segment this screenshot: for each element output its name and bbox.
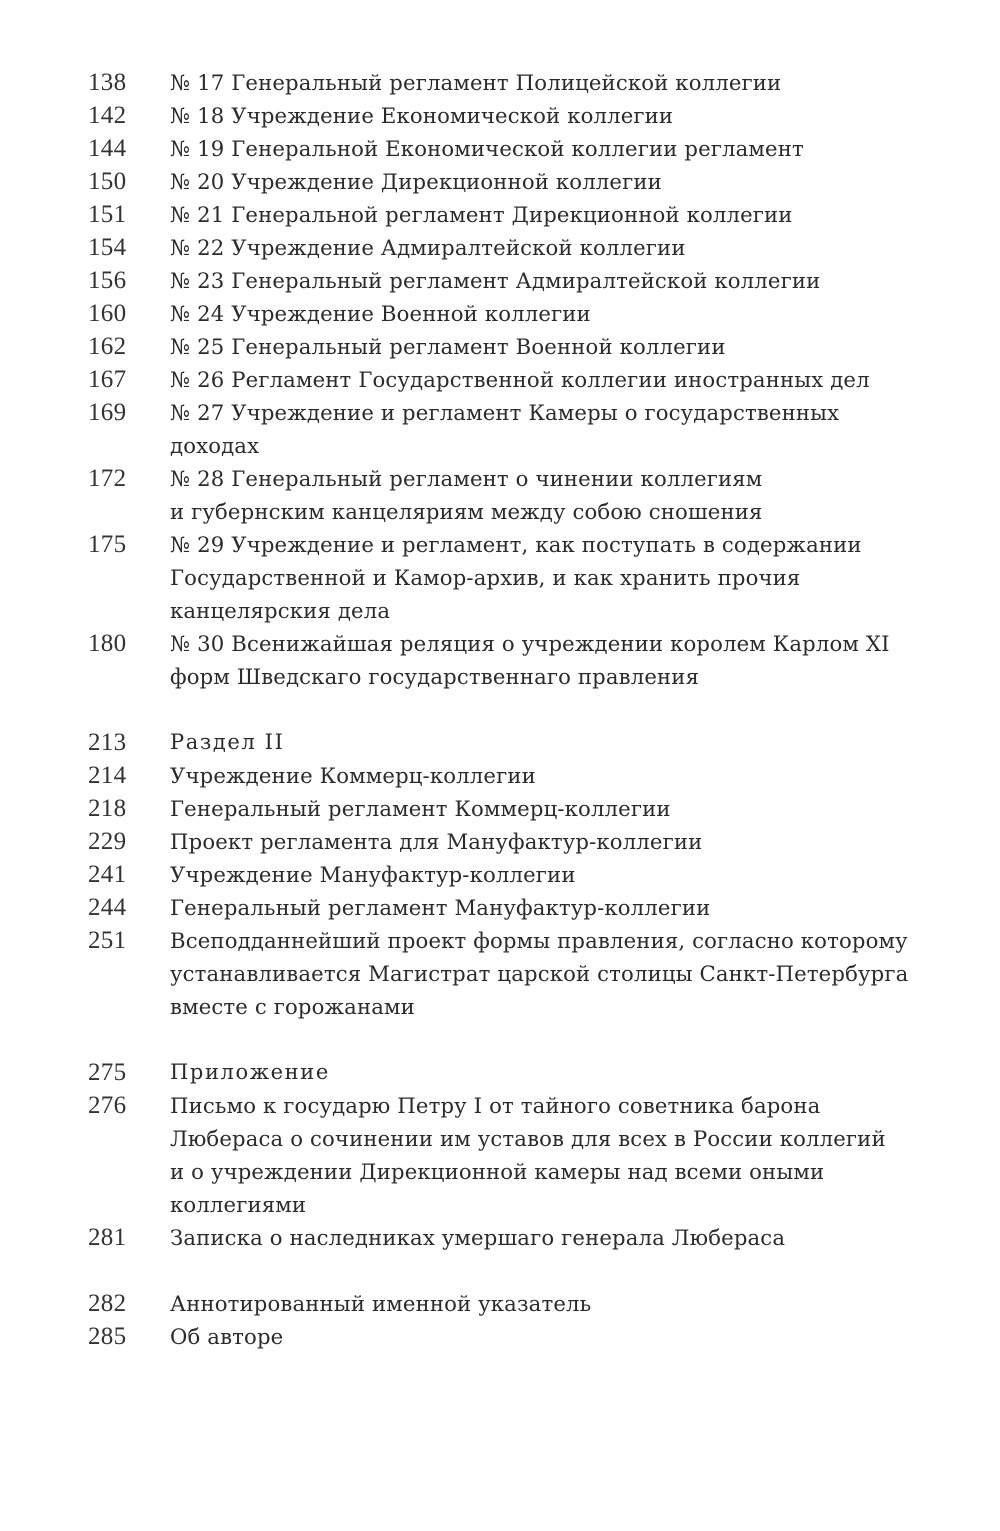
section-title: Приложение [170,1060,330,1084]
toc-entry[interactable] [0,858,1000,891]
page-number: 180 [88,630,127,657]
toc-entry[interactable] [0,66,1000,99]
entry-title: № 26 Регламент Государственной коллегии иностранных дел [170,367,870,392]
page-number: 251 [88,927,127,954]
entry-title: № 19 Генеральной Економической коллегии регламент [170,136,804,161]
toc-entry[interactable] [0,165,1000,198]
toc-entry[interactable] [0,825,1000,858]
page-number: 229 [88,828,127,855]
entry-title: № 22 Учреждение Адмиралтейской коллегии [170,235,686,260]
entry-title: № 17 Генеральный регламент Полицейской коллегии [170,70,782,95]
page-number: 142 [88,102,127,129]
toc-entry[interactable] [0,396,1000,462]
page-number: 281 [88,1224,127,1251]
entry-title: Учреждение Мануфактур-коллегии [170,862,576,887]
toc-entry[interactable] [0,1287,1000,1320]
page-number: 160 [88,300,127,327]
page-number: 156 [88,267,127,294]
section-heading[interactable] [0,1056,1000,1089]
entry-title: № 21 Генеральной регламент Дирекционной коллегии [170,202,793,227]
entry-title: № 30 Всенижайшая реляция о учреждении королем Карлом XI форм Шведскаго государственнаго правления [170,631,890,689]
entry-title: № 20 Учреждение Дирекционной коллегии [170,169,662,194]
entry-title: № 28 Генеральный регламент о чинении коллегиям и губернским канцеляриям между собою сношения [170,466,763,524]
toc-entry[interactable] [0,363,1000,396]
page-number: 276 [88,1092,127,1119]
entry-title: № 25 Генеральный регламент Военной коллегии [170,334,726,359]
toc-entry[interactable] [0,264,1000,297]
page-number: 282 [88,1290,127,1317]
toc-entry[interactable] [0,759,1000,792]
toc-entry[interactable] [0,627,1000,693]
table-of-contents [0,66,1000,1353]
toc-entry[interactable] [0,1221,1000,1254]
entry-title: Генеральный регламент Коммерц-коллегии [170,796,671,821]
toc-entry[interactable] [0,1320,1000,1353]
entry-title: № 18 Учреждение Економической коллегии [170,103,674,128]
page-number: 241 [88,861,127,888]
page-number: 172 [88,465,127,492]
toc-entry[interactable] [0,99,1000,132]
toc-entry[interactable] [0,1089,1000,1221]
entry-title: Учреждение Коммерц-коллегии [170,763,536,788]
page-number: 213 [88,729,127,756]
page-number: 167 [88,366,127,393]
entry-title: № 27 Учреждение и регламент Камеры о государственных доходах [170,400,840,458]
entry-title: Генеральный регламент Мануфактур-коллегии [170,895,711,920]
page-number: 138 [88,69,127,96]
toc-entry[interactable] [0,792,1000,825]
page-number: 144 [88,135,127,162]
toc-entry[interactable] [0,297,1000,330]
entry-title: № 29 Учреждение и регламент, как поступать в содержании Государственной и Камор-архив, и как хранить прочия канцелярския дела [170,532,862,623]
section-spacer [0,1023,1000,1056]
page-number: 244 [88,894,127,921]
toc-entry[interactable] [0,330,1000,363]
section-spacer [0,693,1000,726]
page-number: 154 [88,234,127,261]
entry-title: Письмо к государю Петру I от тайного советника барона Любераса о сочинении им уставов для всех в России коллегий и о учреждении Дирекционной камеры над всеми оными коллегиями [170,1093,886,1217]
entry-title: Всеподданнейший проект формы правления, согласно которому устанавливается Магистрат царской столицы Санкт-Петербурга вместе с горожанами [170,928,909,1019]
section-heading[interactable] [0,726,1000,759]
entry-title: № 23 Генеральный регламент Адмиралтейской коллегии [170,268,821,293]
toc-entry[interactable] [0,528,1000,627]
entry-title: Проект регламента для Мануфактур-коллегии [170,829,703,854]
page-number: 169 [88,399,127,426]
entry-title: Записка о наследниках умершаго генерала Любераса [170,1225,786,1250]
section-title: Раздел II [170,730,285,754]
page-number: 150 [88,168,127,195]
toc-entry[interactable] [0,198,1000,231]
page-number: 175 [88,531,127,558]
page-number: 151 [88,201,127,228]
toc-entry[interactable] [0,891,1000,924]
entry-title: № 24 Учреждение Военной коллегии [170,301,591,326]
page-number: 275 [88,1059,127,1086]
toc-entry[interactable] [0,924,1000,1023]
toc-entry[interactable] [0,231,1000,264]
entry-title: Аннотированный именной указатель [170,1291,592,1316]
page-number: 214 [88,762,127,789]
page-number: 285 [88,1323,127,1350]
toc-entry[interactable] [0,462,1000,528]
entry-title: Об авторе [170,1324,284,1349]
toc-entry[interactable] [0,132,1000,165]
section-spacer [0,1254,1000,1287]
page-number: 218 [88,795,127,822]
page-number: 162 [88,333,127,360]
